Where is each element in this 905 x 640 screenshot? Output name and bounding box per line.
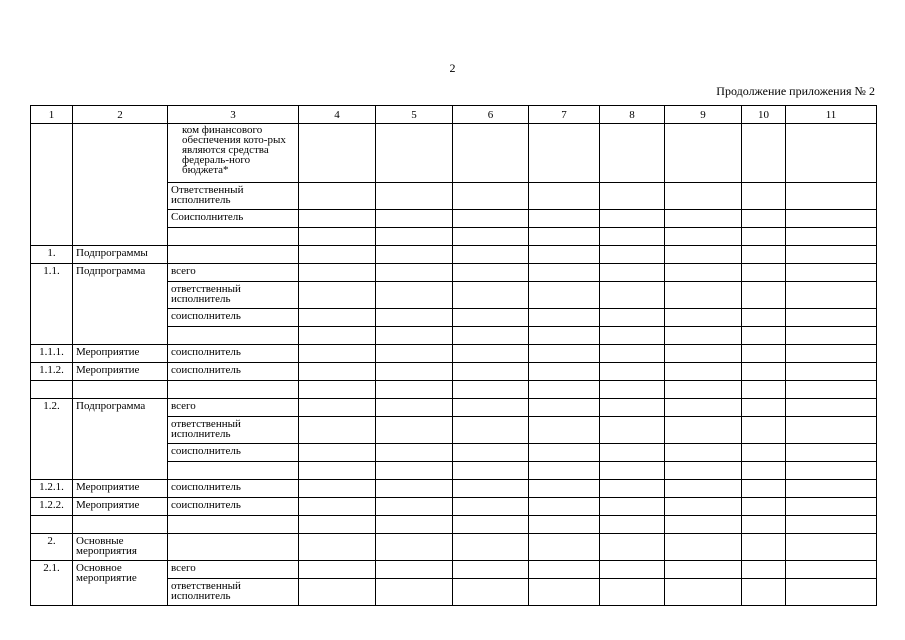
data-cell bbox=[665, 516, 742, 534]
data-cell bbox=[600, 124, 665, 183]
data-cell bbox=[529, 246, 600, 264]
data-cell bbox=[786, 183, 877, 210]
data-cell bbox=[786, 498, 877, 516]
data-cell bbox=[453, 444, 529, 462]
header-cell: 6 bbox=[453, 106, 529, 124]
cell-source: соисполнитель bbox=[168, 345, 299, 363]
data-cell bbox=[453, 480, 529, 498]
cell-name: Основное мероприятие bbox=[73, 561, 168, 606]
data-cell bbox=[786, 282, 877, 309]
data-cell bbox=[742, 264, 786, 282]
data-cell bbox=[600, 444, 665, 462]
cell-source: соисполнитель bbox=[168, 444, 299, 462]
data-cell bbox=[529, 381, 600, 399]
data-cell bbox=[376, 444, 453, 462]
data-cell bbox=[786, 480, 877, 498]
data-cell bbox=[665, 381, 742, 399]
data-cell bbox=[786, 561, 877, 579]
data-cell bbox=[665, 417, 742, 444]
table-row bbox=[31, 363, 877, 381]
cell-name: Подпрограмма bbox=[73, 399, 168, 480]
data-cell bbox=[529, 327, 600, 345]
header-cell: 2 bbox=[73, 106, 168, 124]
cell-source: ответственный исполнитель bbox=[168, 282, 299, 309]
cell-number bbox=[31, 124, 73, 246]
cell-source bbox=[168, 246, 299, 264]
data-cell bbox=[376, 246, 453, 264]
data-cell bbox=[665, 462, 742, 480]
data-cell bbox=[665, 579, 742, 606]
cell-source: соисполнитель bbox=[168, 309, 299, 327]
cell-name: Подпрограммы bbox=[73, 246, 168, 264]
data-cell bbox=[665, 480, 742, 498]
data-cell bbox=[453, 462, 529, 480]
data-cell bbox=[299, 363, 376, 381]
data-cell bbox=[665, 282, 742, 309]
data-cell bbox=[376, 124, 453, 183]
data-cell bbox=[786, 534, 877, 561]
cell-name: Подпрограмма bbox=[73, 264, 168, 345]
data-cell bbox=[665, 534, 742, 561]
cell-source bbox=[168, 228, 299, 246]
data-cell bbox=[600, 516, 665, 534]
cell-number bbox=[31, 516, 73, 534]
data-cell bbox=[786, 399, 877, 417]
data-cell bbox=[376, 498, 453, 516]
data-cell bbox=[529, 228, 600, 246]
data-cell bbox=[299, 210, 376, 228]
cell-number: 2.1. bbox=[31, 561, 73, 606]
data-cell bbox=[299, 462, 376, 480]
data-cell bbox=[453, 228, 529, 246]
data-cell bbox=[529, 516, 600, 534]
data-cell bbox=[529, 579, 600, 606]
data-cell bbox=[299, 124, 376, 183]
data-cell bbox=[600, 498, 665, 516]
data-cell bbox=[665, 399, 742, 417]
cell-name: Мероприятие bbox=[73, 480, 168, 498]
data-cell bbox=[453, 498, 529, 516]
data-cell bbox=[742, 444, 786, 462]
table-row bbox=[31, 534, 877, 561]
cell-name bbox=[73, 124, 168, 246]
data-cell bbox=[453, 210, 529, 228]
data-cell bbox=[453, 309, 529, 327]
data-cell bbox=[299, 183, 376, 210]
data-cell bbox=[299, 498, 376, 516]
data-cell bbox=[665, 498, 742, 516]
data-cell bbox=[600, 462, 665, 480]
table-row bbox=[31, 381, 877, 399]
cell-name: Основные мероприятия bbox=[73, 534, 168, 561]
data-cell bbox=[376, 480, 453, 498]
data-cell bbox=[786, 516, 877, 534]
cell-source: ком финансового обеспечения кото-рых являются средства федераль-ного бюджета* bbox=[168, 124, 299, 183]
cell-number bbox=[31, 381, 73, 399]
data-cell bbox=[453, 417, 529, 444]
data-cell bbox=[742, 246, 786, 264]
header-cell: 5 bbox=[376, 106, 453, 124]
data-cell bbox=[299, 381, 376, 399]
data-cell bbox=[786, 124, 877, 183]
data-cell bbox=[529, 417, 600, 444]
cell-number: 1.1.1. bbox=[31, 345, 73, 363]
data-cell bbox=[600, 309, 665, 327]
continuation-label: Продолжение приложения № 2 bbox=[716, 84, 875, 98]
table-row bbox=[31, 399, 877, 417]
data-cell bbox=[299, 534, 376, 561]
data-cell bbox=[376, 228, 453, 246]
cell-source: ответственный исполнитель bbox=[168, 579, 299, 606]
data-cell bbox=[376, 516, 453, 534]
data-cell bbox=[665, 444, 742, 462]
cell-source: Соисполнитель bbox=[168, 210, 299, 228]
data-cell bbox=[786, 462, 877, 480]
data-cell bbox=[742, 480, 786, 498]
data-cell bbox=[529, 124, 600, 183]
data-cell bbox=[600, 561, 665, 579]
data-cell bbox=[529, 345, 600, 363]
data-cell bbox=[453, 399, 529, 417]
cell-number: 1.2. bbox=[31, 399, 73, 480]
cell-source: Ответственный исполнитель bbox=[168, 183, 299, 210]
data-cell bbox=[529, 363, 600, 381]
data-cell bbox=[453, 124, 529, 183]
cell-source bbox=[168, 327, 299, 345]
cell-source: ответственный исполнитель bbox=[168, 417, 299, 444]
data-cell bbox=[376, 264, 453, 282]
page-number: 2 bbox=[449, 61, 456, 75]
data-cell bbox=[665, 124, 742, 183]
data-cell bbox=[453, 282, 529, 309]
data-cell bbox=[529, 399, 600, 417]
data-cell bbox=[299, 264, 376, 282]
header-cell: 11 bbox=[786, 106, 877, 124]
cell-number: 1.2.2. bbox=[31, 498, 73, 516]
data-cell bbox=[529, 264, 600, 282]
data-cell bbox=[786, 381, 877, 399]
cell-source bbox=[168, 462, 299, 480]
data-cell bbox=[742, 363, 786, 381]
data-cell bbox=[665, 246, 742, 264]
cell-name: Мероприятие bbox=[73, 345, 168, 363]
data-cell bbox=[742, 498, 786, 516]
data-cell bbox=[299, 228, 376, 246]
cell-name bbox=[73, 381, 168, 399]
data-cell bbox=[299, 345, 376, 363]
data-cell bbox=[742, 381, 786, 399]
data-cell bbox=[600, 579, 665, 606]
table-row bbox=[31, 498, 877, 516]
data-cell bbox=[742, 124, 786, 183]
cell-source bbox=[168, 381, 299, 399]
data-cell bbox=[600, 246, 665, 264]
data-cell bbox=[665, 309, 742, 327]
data-cell bbox=[600, 399, 665, 417]
data-cell bbox=[665, 363, 742, 381]
data-cell bbox=[742, 462, 786, 480]
header-cell: 4 bbox=[299, 106, 376, 124]
data-cell bbox=[376, 579, 453, 606]
data-cell bbox=[600, 282, 665, 309]
data-cell bbox=[600, 417, 665, 444]
data-cell bbox=[665, 228, 742, 246]
data-cell bbox=[376, 309, 453, 327]
cell-number: 1.1. bbox=[31, 264, 73, 345]
table-row bbox=[31, 516, 877, 534]
cell-source bbox=[168, 534, 299, 561]
data-cell bbox=[376, 399, 453, 417]
data-cell bbox=[376, 345, 453, 363]
header-cell: 10 bbox=[742, 106, 786, 124]
data-cell bbox=[665, 345, 742, 363]
data-cell bbox=[529, 462, 600, 480]
data-cell bbox=[600, 327, 665, 345]
table-row bbox=[31, 480, 877, 498]
data-cell bbox=[742, 417, 786, 444]
data-cell bbox=[529, 309, 600, 327]
data-cell bbox=[786, 228, 877, 246]
data-cell bbox=[742, 579, 786, 606]
data-cell bbox=[786, 246, 877, 264]
cell-source bbox=[168, 516, 299, 534]
cell-name bbox=[73, 516, 168, 534]
data-cell bbox=[742, 282, 786, 309]
data-cell bbox=[299, 579, 376, 606]
cell-number: 1.1.2. bbox=[31, 363, 73, 381]
cell-source: всего bbox=[168, 561, 299, 579]
data-cell bbox=[742, 210, 786, 228]
data-cell bbox=[453, 561, 529, 579]
cell-source: соисполнитель bbox=[168, 480, 299, 498]
table-row bbox=[31, 345, 877, 363]
data-cell bbox=[299, 516, 376, 534]
data-cell bbox=[453, 246, 529, 264]
data-cell bbox=[742, 228, 786, 246]
data-cell bbox=[299, 327, 376, 345]
data-cell bbox=[786, 345, 877, 363]
data-cell bbox=[600, 264, 665, 282]
cell-number: 1.2.1. bbox=[31, 480, 73, 498]
data-cell bbox=[299, 309, 376, 327]
data-cell bbox=[453, 183, 529, 210]
program-table bbox=[30, 105, 877, 606]
data-cell bbox=[665, 561, 742, 579]
data-cell bbox=[453, 345, 529, 363]
data-cell bbox=[529, 561, 600, 579]
cell-source: соисполнитель bbox=[168, 498, 299, 516]
data-cell bbox=[453, 579, 529, 606]
data-cell bbox=[786, 417, 877, 444]
data-cell bbox=[665, 327, 742, 345]
data-cell bbox=[376, 327, 453, 345]
data-cell bbox=[376, 561, 453, 579]
data-cell bbox=[742, 327, 786, 345]
data-cell bbox=[742, 534, 786, 561]
header-cell: 3 bbox=[168, 106, 299, 124]
data-cell bbox=[453, 327, 529, 345]
data-cell bbox=[786, 444, 877, 462]
header-cell: 8 bbox=[600, 106, 665, 124]
data-cell bbox=[529, 534, 600, 561]
data-cell bbox=[600, 381, 665, 399]
table-row bbox=[31, 124, 877, 183]
data-cell bbox=[529, 480, 600, 498]
data-cell bbox=[600, 480, 665, 498]
data-cell bbox=[742, 561, 786, 579]
data-cell bbox=[299, 399, 376, 417]
data-cell bbox=[786, 309, 877, 327]
cell-source: всего bbox=[168, 399, 299, 417]
data-cell bbox=[376, 363, 453, 381]
header-cell: 9 bbox=[665, 106, 742, 124]
data-cell bbox=[299, 417, 376, 444]
table-row bbox=[31, 264, 877, 282]
data-cell bbox=[453, 363, 529, 381]
data-cell bbox=[376, 534, 453, 561]
data-cell bbox=[600, 228, 665, 246]
data-cell bbox=[529, 282, 600, 309]
data-cell bbox=[665, 183, 742, 210]
data-cell bbox=[786, 579, 877, 606]
data-cell bbox=[453, 264, 529, 282]
cell-name: Мероприятие bbox=[73, 363, 168, 381]
data-cell bbox=[529, 183, 600, 210]
data-cell bbox=[742, 399, 786, 417]
data-cell bbox=[299, 246, 376, 264]
data-cell bbox=[665, 264, 742, 282]
data-cell bbox=[453, 381, 529, 399]
data-cell bbox=[376, 282, 453, 309]
data-cell bbox=[453, 534, 529, 561]
cell-source: всего bbox=[168, 264, 299, 282]
data-cell bbox=[786, 363, 877, 381]
data-cell bbox=[529, 210, 600, 228]
table-row bbox=[31, 246, 877, 264]
data-cell bbox=[600, 345, 665, 363]
data-cell bbox=[786, 210, 877, 228]
data-cell bbox=[742, 516, 786, 534]
data-cell bbox=[742, 183, 786, 210]
cell-name: Мероприятие bbox=[73, 498, 168, 516]
data-cell bbox=[453, 516, 529, 534]
data-cell bbox=[299, 480, 376, 498]
data-cell bbox=[786, 327, 877, 345]
header-cell: 7 bbox=[529, 106, 600, 124]
table-row bbox=[31, 561, 877, 579]
data-cell bbox=[299, 561, 376, 579]
data-cell bbox=[376, 381, 453, 399]
data-cell bbox=[299, 282, 376, 309]
data-cell bbox=[665, 210, 742, 228]
header-row bbox=[31, 106, 877, 124]
header-cell: 1 bbox=[31, 106, 73, 124]
data-cell bbox=[600, 210, 665, 228]
data-cell bbox=[376, 417, 453, 444]
cell-number: 1. bbox=[31, 246, 73, 264]
cell-source: соисполнитель bbox=[168, 363, 299, 381]
data-cell bbox=[376, 462, 453, 480]
data-cell bbox=[600, 183, 665, 210]
data-cell bbox=[376, 210, 453, 228]
data-cell bbox=[786, 264, 877, 282]
data-cell bbox=[742, 345, 786, 363]
data-cell bbox=[299, 444, 376, 462]
data-cell bbox=[376, 183, 453, 210]
data-cell bbox=[529, 444, 600, 462]
data-cell bbox=[600, 363, 665, 381]
data-cell bbox=[600, 534, 665, 561]
data-cell bbox=[529, 498, 600, 516]
cell-number: 2. bbox=[31, 534, 73, 561]
data-cell bbox=[742, 309, 786, 327]
